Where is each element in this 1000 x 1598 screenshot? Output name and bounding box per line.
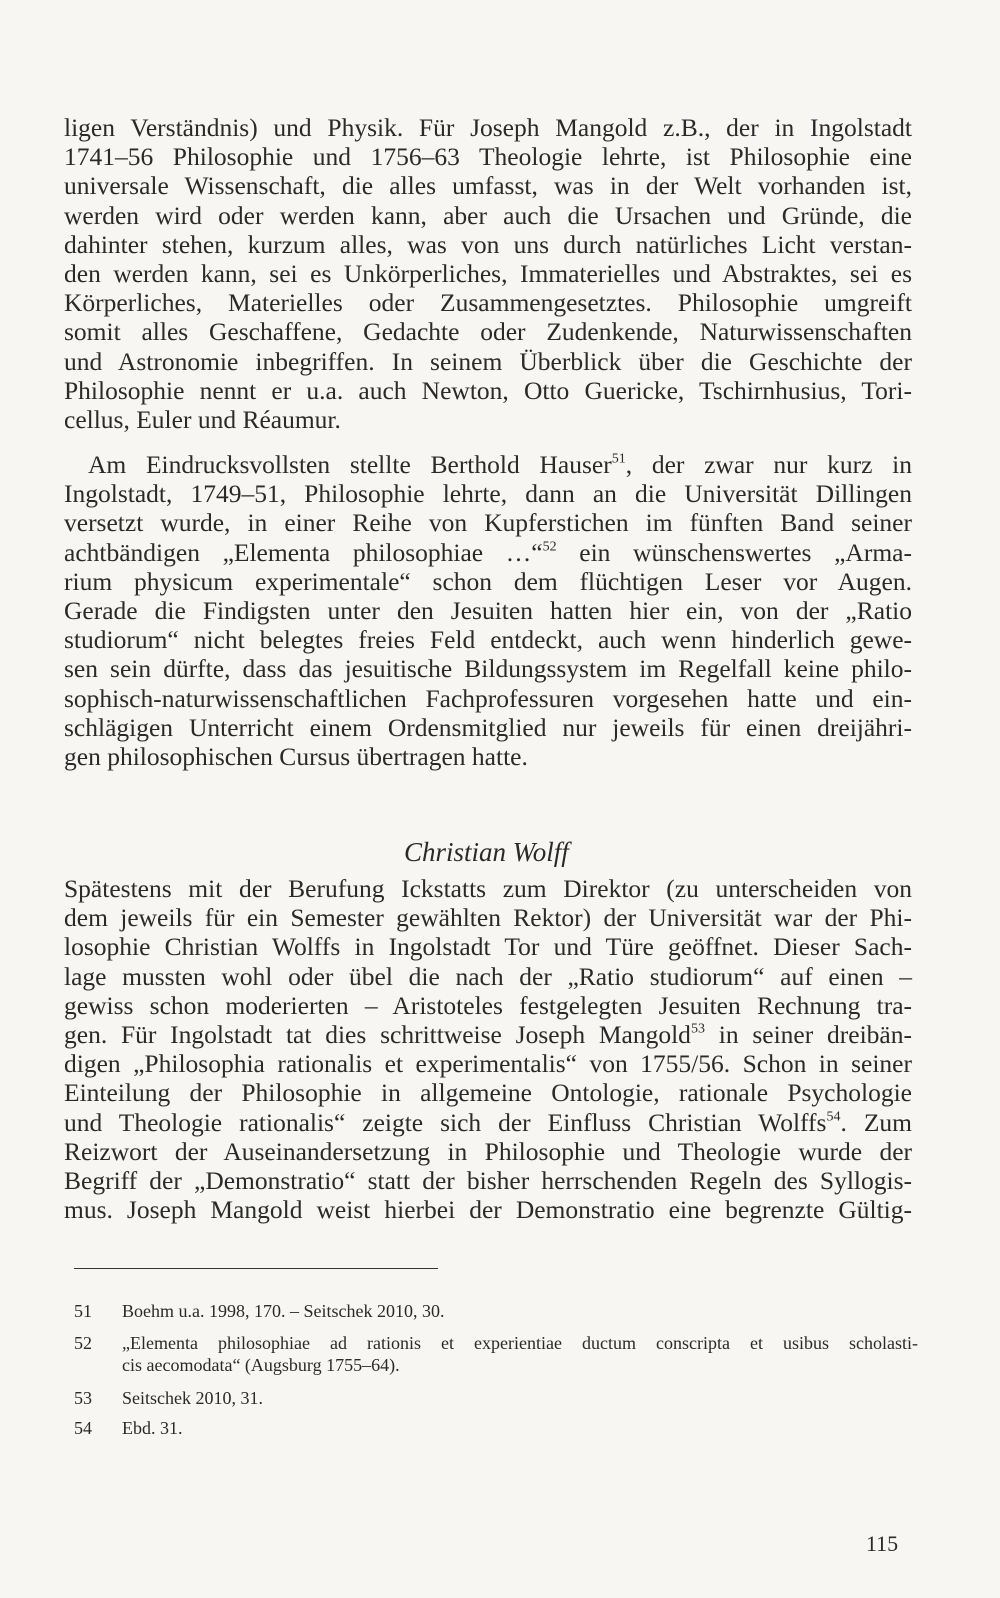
text-line: sen sein dürfte, dass das jesuitische Bildungssystem im Regelfall keine philo- (64, 654, 912, 684)
text-run: gen. Für Ingolstadt tat dies schrittweise Joseph Mangold (64, 1020, 691, 1050)
footnote-number: 54 (74, 1418, 92, 1438)
section-heading: Christian Wolff (404, 837, 569, 867)
footnote-line: cis aecomodata“ (Augsburg 1755–64). (122, 1355, 400, 1375)
text-line (64, 1020, 912, 1049)
text-line: und Astronomie inbegriffen. In seinem Überblick über die Geschichte der (64, 346, 912, 376)
text-line: somit alles Geschaffene, Gedachte oder Zudenkende, Naturwissenschaften (64, 317, 912, 347)
footnote-text (122, 1332, 918, 1376)
paragraph-1 (64, 113, 912, 434)
text-line: lage mussten wohl oder übel die nach der „Ratio studiorum“ auf einen – (64, 961, 912, 991)
footnote-number: 53 (74, 1388, 92, 1408)
text-run: , der zwar nur kurz in (625, 450, 912, 479)
footnote-line: Seitschek 2010, 31. (122, 1388, 263, 1408)
text-line: gen philosophischen Cursus übertragen hatte. (64, 742, 528, 772)
text-line: Spätestens mit der Berufung Ickstatts zum Direktor (zu unterscheiden von (64, 874, 912, 903)
text-line: schlägigen Unterricht einem Ordensmitglied nur jeweils für einen dreijähri- (64, 712, 912, 742)
text-line: Reizwort der Auseinandersetzung in Philosophie und Theologie wurde der (64, 1136, 912, 1166)
text-line: universale Wissenschaft, die alles umfasst, was in der Welt vorhanden ist, (64, 171, 912, 201)
footnote-ref-53[interactable]: 53 (690, 1021, 705, 1037)
text-line: ligen Verständnis) und Physik. Für Joseph Mangold z.B., der in Ingolstadt (64, 113, 912, 142)
footnote-text (122, 1387, 918, 1409)
text-line: Ingolstadt, 1749–51, Philosophie lehrte, dann an die Universität Dillingen (64, 479, 912, 509)
footnote-text (122, 1417, 918, 1439)
text-line: cellus, Euler und Réaumur. (64, 405, 341, 435)
footnote-line: Ebd. 31. (122, 1418, 183, 1438)
text-run: . Zum (840, 1107, 912, 1137)
text-run: achtbändigen „Elementa philosophiae …“ (64, 537, 543, 567)
text-line: gewiss schon moderierten – Aristoteles festgelegten Jesuiten Rechnung tra- (64, 990, 912, 1020)
text-line: Körperliches, Materielles oder Zusammengesetztes. Philosophie umgreift (64, 288, 912, 318)
text-run: und Theologie rationalis“ zeigte sich der Einfluss Christian Wolffs (64, 1107, 827, 1137)
text-line (64, 1108, 912, 1137)
text-run: in seiner dreibän- (704, 1020, 912, 1050)
footnote-line: Boehm u.a. 1998, 170. – Seitschek 2010, 30. (122, 1301, 445, 1321)
text-line: studiorum“ nicht belegtes freies Feld entdeckt, auch wenn hinderlich gewe- (64, 625, 912, 655)
footnote-separator (74, 1268, 438, 1269)
text-line: versetzt wurde, in einer Reihe von Kupferstichen im fünften Band seiner (64, 508, 912, 538)
page-number: 115 (866, 1531, 899, 1556)
text-line: digen „Philosophia rationalis et experimentalis“ von 1755/56. Schon in seiner (64, 1049, 912, 1079)
text-line: 1741–56 Philosophie und 1756–63 Theologie lehrte, ist Philosophie eine (64, 142, 912, 172)
paragraph-2 (64, 450, 912, 771)
text-line: dem jeweils für ein Semester gewählten Rektor) der Universität war der Phi- (64, 903, 912, 933)
text-line (64, 538, 912, 567)
text-line: Einteilung der Philosophie in allgemeine Ontologie, rationale Psychologie (64, 1078, 912, 1108)
text-line: den werden kann, sei es Unkörperliches, Immaterielles und Abstraktes, sei es (64, 259, 912, 289)
text-line: rium physicum experimentale“ schon dem flüchtigen Leser vor Augen. (64, 566, 912, 596)
text-line: werden wird oder werden kann, aber auch die Ursachen und Gründe, die (64, 200, 912, 230)
footnote-line: „Elementa philosophiae ad rationis et experientiae ductum conscripta et usibus scholasti- (122, 1333, 918, 1353)
footnote-ref-51[interactable]: 51 (611, 451, 626, 467)
text-line: dahinter stehen, kurzum alles, was von uns durch natürliches Licht verstan- (64, 229, 912, 259)
paragraph-3 (64, 874, 912, 1224)
text-run: ein wünschenswertes „Arma- (556, 537, 912, 567)
text-line: Philosophie nennt er u.a. auch Newton, Otto Guericke, Tschirnhusius, Tori- (64, 375, 912, 405)
footnote-number: 51 (74, 1301, 92, 1321)
text-line (64, 450, 912, 479)
text-line: Begriff der „Demonstratio“ statt der bisher herrschenden Regeln des Syllogis- (64, 1166, 912, 1196)
text-line: sophisch-naturwissenschaftlichen Fachprofessuren vorgesehen hatte und ein- (64, 683, 912, 713)
footnote-ref-54[interactable]: 54 (826, 1109, 841, 1125)
footnote-number: 52 (74, 1333, 92, 1353)
text-line: mus. Joseph Mangold weist hierbei der Demonstratio eine begrenzte Gültig- (64, 1195, 912, 1225)
footnote-ref-52[interactable]: 52 (542, 539, 557, 555)
text-line: Gerade die Findigsten unter den Jesuiten hatten hier ein, von der „Ratio (64, 596, 912, 626)
text-run: Am Eindrucksvollsten stellte Berthold Hauser (88, 450, 612, 479)
footnote-text (122, 1300, 918, 1322)
text-line: losophie Christian Wolffs in Ingolstadt Tor und Türe geöffnet. Dieser Sach- (64, 932, 912, 962)
